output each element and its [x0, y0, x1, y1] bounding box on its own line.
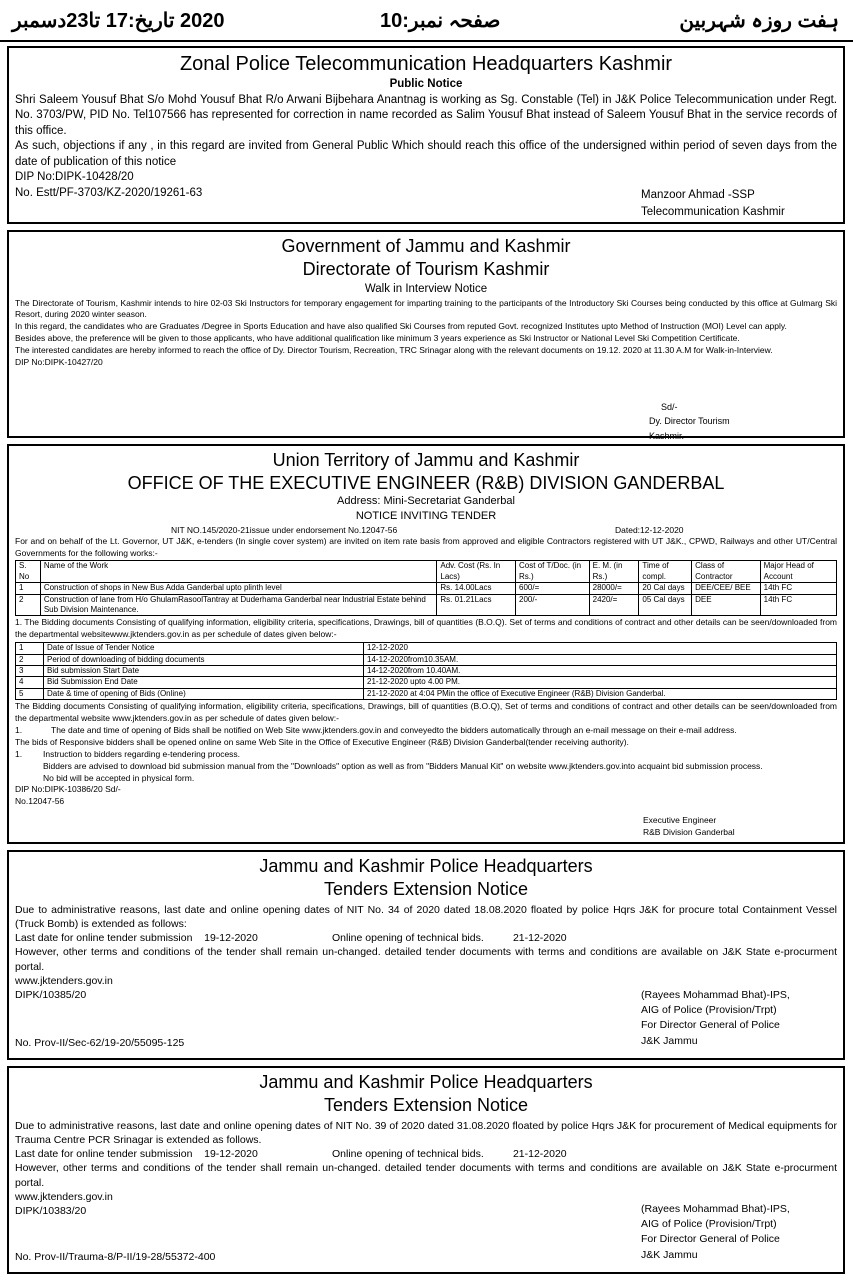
- table-cell: Rs. 01.21Lacs: [437, 594, 516, 616]
- signature-block: [641, 988, 790, 1049]
- opening-date: Online opening of technical bids. 21-12-2020: [332, 1148, 567, 1161]
- signatory-name: Executive Engineer: [643, 815, 717, 825]
- dip-number: DIP No:DIPK-10427/20: [15, 356, 103, 367]
- table-row: [16, 583, 837, 594]
- reference-number: No. Estt/PF-3703/KZ-2020/19261-63: [15, 186, 203, 199]
- list-text: The date and time of opening of Bids shall be notified on Web Site www.jktenders.gov.in and conveyedto the bidders automatically through an e-mail message on their e-mail address.: [51, 724, 737, 735]
- notice-subtitle: Public Notice: [389, 78, 463, 90]
- signatory-office: Telecommunication Kashmir: [641, 205, 785, 218]
- schedule-row: [16, 665, 837, 676]
- dip-number: DIPK/10383/20: [15, 1204, 87, 1217]
- last-date: Last date for online tender submission 19-12-2020: [15, 1148, 258, 1161]
- signature-block: [641, 1202, 790, 1263]
- notice-title: OFFICE OF THE EXECUTIVE ENGINEER (R&B) DIVISION GANDERBAL: [127, 472, 725, 493]
- table-header-cell: Class of Contractor: [692, 561, 761, 583]
- reference-number: No. Prov-II/Trauma-8/P-II/19-28/55372-400: [15, 1251, 216, 1263]
- notice-telecom-public-notice: [7, 46, 845, 224]
- notice-title: Jammu and Kashmir Police Headquarters: [259, 1072, 593, 1092]
- table-cell: 05 Cal days: [639, 594, 692, 616]
- table-cell: 2420/=: [589, 594, 639, 616]
- notice-title: Jammu and Kashmir Police Headquarters: [259, 856, 593, 876]
- nit-date: Dated:12-12-2020: [615, 524, 684, 535]
- notice-executive-engineer-tender: [7, 444, 845, 844]
- signatory-office: Kashmir.: [649, 430, 685, 441]
- table-cell: Construction of lane from H/o GhulamRasoolTantray at Duderhama Ganderbal near Industrial Estate behind Sub Division Maintenance.: [40, 594, 437, 616]
- notice-title: Government of Jammu and Kashmir: [281, 236, 571, 256]
- notice-subtitle: Walk in Interview Notice: [364, 283, 488, 295]
- notice-body: The interested candidates are hereby informed to reach the office of Dy. Director Tourism, Recreation, TRC Srinagar along with the relevant documents on 19.12. 2020 at 11.30 A.M for Walk-in-Interview.: [15, 345, 773, 356]
- signature-block: [641, 187, 785, 220]
- table-cell: DEE: [692, 594, 761, 616]
- table-header-cell: Major Head of Account: [760, 561, 836, 583]
- nit-number: NIT NO.145/2020-21issue under endorsement No.12047-56: [171, 524, 398, 535]
- newspaper-masthead: [0, 0, 853, 42]
- table-header-cell: E. M. (in Rs.): [589, 561, 639, 583]
- signature-block: [649, 400, 730, 443]
- list-text: Instruction to bidders regarding e-tendering process.: [43, 748, 241, 759]
- signatory-office: R&B Division Ganderbal: [643, 827, 735, 838]
- table-cell: 14th FC: [760, 594, 836, 616]
- table-header-cell: Time of compl.: [639, 561, 692, 583]
- table-cell: Bid Submission End Date: [44, 677, 364, 688]
- signatory-name: Manzoor Ahmad -SSP: [641, 189, 755, 201]
- reference-number: No. Prov-II/Sec-62/19-20/55095-125: [15, 1037, 185, 1049]
- website: www.jktenders.gov.in: [15, 1190, 113, 1203]
- table-cell: 14th FC: [760, 583, 836, 594]
- signatory-designation: AIG of Police (Provision/Trpt): [641, 1004, 777, 1017]
- notice-body: However, other terms and conditions of the tender shall remain un-changed. detailed tender documents with terms and conditions are available on J&K State e-procurment portal.: [15, 946, 837, 973]
- notice-subtitle: NOTICE INVITING TENDER: [355, 509, 497, 522]
- notice-title: Tenders Extension Notice: [323, 1094, 529, 1115]
- table-cell: 1: [16, 643, 44, 654]
- notice-title: Tenders Extension Notice: [323, 878, 529, 899]
- table-cell: DEE/CEE/ BEE: [692, 583, 761, 594]
- table-cell: Date of Issue of Tender Notice: [44, 643, 364, 654]
- dip-number: DIPK/10385/20: [15, 988, 87, 1001]
- schedule-row: [16, 654, 837, 665]
- reference-number: No.12047-56: [15, 796, 65, 807]
- newspaper-name: ہفت روزہ شہربین: [679, 10, 839, 32]
- list-number: 1.: [15, 724, 23, 735]
- table-cell: Date & time of opening of Bids (Online): [44, 688, 364, 699]
- dip-number: DIP No:DIPK-10428/20: [15, 171, 134, 184]
- signatory-name: (Rayees Mohammad Bhat)-IPS,: [641, 989, 790, 1001]
- table-cell: 2: [16, 654, 44, 665]
- signatory-name: (Rayees Mohammad Bhat)-IPS,: [641, 1203, 790, 1215]
- nit-line: [15, 524, 837, 536]
- office-address: Address: Mini-Secretariat Ganderbal: [337, 495, 515, 507]
- issue-date: 2020 تاریخ:17 تا23دسمبر: [12, 10, 225, 32]
- last-date: Last date for online tender submission 19-12-2020: [15, 932, 258, 945]
- table-cell: 1: [16, 583, 41, 594]
- list-item: The bids of Responsive bidders shall be opened online on same Web Site in the Office of Executive Engineer (R&B) Division Ganderbal(tender receiving authority).: [15, 736, 629, 747]
- notice-body: Due to administrative reasons, last date and online opening dates of NIT No. 39 of 2020 dated 31.08.2020 floated by police Hqrs J&K for procurement of Medical equipments for Trauma Centre PCR Srinagar is extended as follows.: [15, 1120, 837, 1147]
- signatory-location: J&K Jammu: [641, 1034, 698, 1047]
- page-number: صفحہ نمبر:10: [380, 10, 501, 32]
- table-header-row: [16, 561, 837, 583]
- notice-body: 1. The Bidding documents Consisting of qualifying information, eligibility criteria, specifications, Drawings, bill of quantities (B.O.Q). Set of terms and conditions of contract and other details can be seen/downloaded from the departmental websitewww.jktenders.gov.in as per schedule of dates given below:-: [15, 617, 837, 640]
- notice-body: Besides above, the preference will be given to those applicants, who have additional qualification like minimum 3 years experience as Ski Instructor or National Level Ski Competition Certificate.: [15, 333, 740, 344]
- list-item: [15, 749, 837, 761]
- table-cell: 2: [16, 594, 41, 616]
- notice-body: Due to administrative reasons, last date and online opening dates of NIT No. 34 of 2020 dated 18.08.2020 floated by police Hqrs J&K for procure total Containment Vessel (Truck Bomb) is extended as follows:: [15, 904, 837, 931]
- table-header-cell: Cost of T/Doc. (in Rs.): [516, 561, 590, 583]
- notice-title: Union Territory of Jammu and Kashmir: [272, 450, 580, 470]
- list-item: No bid will be accepted in physical form.: [43, 772, 195, 783]
- table-cell: 14-12-2020from10.35AM.: [364, 654, 837, 665]
- signatory-office: For Director General of Police: [641, 1233, 780, 1246]
- table-cell: Period of downloading of bidding documents: [44, 654, 364, 665]
- list-item: Bidders are advised to download bid submission manual from the "Downloads" option as well as from "Bidders Manual Kit" on website www.jktenders.gov.into acquaint bid submission process.: [43, 760, 763, 771]
- table-cell: 28000/=: [589, 583, 639, 594]
- table-cell: 4: [16, 677, 44, 688]
- opening-date: Online opening of technical bids. 21-12-2020: [332, 932, 567, 945]
- notice-body: In this regard, the candidates who are Graduates /Degree in Sports Education and have also qualified Ski Courses from reputed Govt. recognized Institutes upto Method of Instruction (MOI) Level can apply.: [15, 321, 787, 332]
- table-cell: 21-12-2020 at 4:04 PMin the office of Executive Engineer (R&B) Division Ganderbal.: [364, 688, 837, 699]
- table-cell: 12-12-2020: [364, 643, 837, 654]
- notice-police-tender-extension-1: [7, 850, 845, 1060]
- signature-block: [643, 814, 735, 839]
- dates-line: [15, 1147, 837, 1161]
- notice-body: However, other terms and conditions of the tender shall remain un-changed. detailed tender documents with terms and conditions are available on J&K State e-procurment portal.: [15, 1162, 837, 1189]
- table-cell: 200/-: [516, 594, 590, 616]
- table-cell: Construction of shops in New Bus Adda Ganderbal upto plinth level: [40, 583, 437, 594]
- table-cell: 600/=: [516, 583, 590, 594]
- table-cell: Bid submission Start Date: [44, 665, 364, 676]
- dates-line: [15, 931, 837, 945]
- schedule-row: [16, 688, 837, 699]
- dip-number: DIP No:DIPK-10386/20 Sd/-: [15, 784, 121, 795]
- signatory-name: Dy. Director Tourism: [649, 416, 730, 427]
- notice-tourism-walk-in: [7, 230, 845, 441]
- sd-mark: Sd/-: [661, 402, 678, 412]
- schedule-table: [15, 642, 837, 700]
- table-cell: 14-12-2020from 10.40AM.: [364, 665, 837, 676]
- table-header-cell: Name of the Work: [40, 561, 437, 583]
- notice-body: The Directorate of Tourism, Kashmir intends to hire 02-03 Ski Instructors for temporary engagement for imparting training to the participants of the Introductory Ski Courses being conducted by this office at Gulmarg Ski Resort, during 2020 winter season.: [15, 297, 837, 320]
- schedule-row: [16, 677, 837, 688]
- table-cell: 20 Cal days: [639, 583, 692, 594]
- works-table: [15, 560, 837, 616]
- list-number: 1.: [15, 748, 23, 759]
- notice-body: As such, objections if any , in this regard are invited from General Public Which should reach this office of the undersigned within period of seven days from the date of publication of this notice: [15, 140, 837, 168]
- notice-police-tender-extension-2: [7, 1066, 845, 1274]
- signatory-location: J&K Jammu: [641, 1248, 698, 1261]
- table-cell: 5: [16, 688, 44, 699]
- website: www.jktenders.gov.in: [15, 974, 113, 987]
- table-cell: 3: [16, 665, 44, 676]
- table-row: [16, 594, 837, 616]
- notice-body: For and on behalf of the Lt. Governor, UT J&K, e-tenders (In single cover system) are invited on item rate basis from approved and eligible Contractors registered with UT J&K., CPWD, Railways and other UT/Central Governments for the following works:-: [15, 535, 837, 558]
- list-item: [15, 725, 837, 737]
- table-header-cell: S. No: [16, 561, 41, 583]
- table-cell: Rs. 14.00Lacs: [437, 583, 516, 594]
- notice-title: Zonal Police Telecommunication Headquarters Kashmir: [179, 53, 673, 75]
- notice-body: The Bidding documents Consisting of qualifying information, eligibility criteria, specifications, Drawings, bill of quantities (B.O.Q), Set of terms and conditions of contract and other details can be seen/downloaded from the departmental website www.jktenders.gov.in as per schedule of dates given below:-: [15, 701, 837, 724]
- notice-body: Shri Saleem Yousuf Bhat S/o Mohd Yousuf Bhat R/o Arwani Bijbehara Anantnag is working as Sg. Constable (Tel) in J&K Police Telecommunication under Regt. No. 3703/PW, PID No. Tel107566 has represented for correction in name recorded as Salim Yousuf Bhat instead of Saleem Yousuf Bhat in the service records of this office.: [15, 93, 837, 137]
- notice-title: Directorate of Tourism Kashmir: [302, 258, 550, 279]
- table-cell: 21-12-2020 upto 4.00 PM.: [364, 677, 837, 688]
- table-header-cell: Adv. Cost (Rs. In Lacs): [437, 561, 516, 583]
- signatory-office: For Director General of Police: [641, 1019, 780, 1032]
- schedule-row: [16, 643, 837, 654]
- signatory-designation: AIG of Police (Provision/Trpt): [641, 1218, 777, 1231]
